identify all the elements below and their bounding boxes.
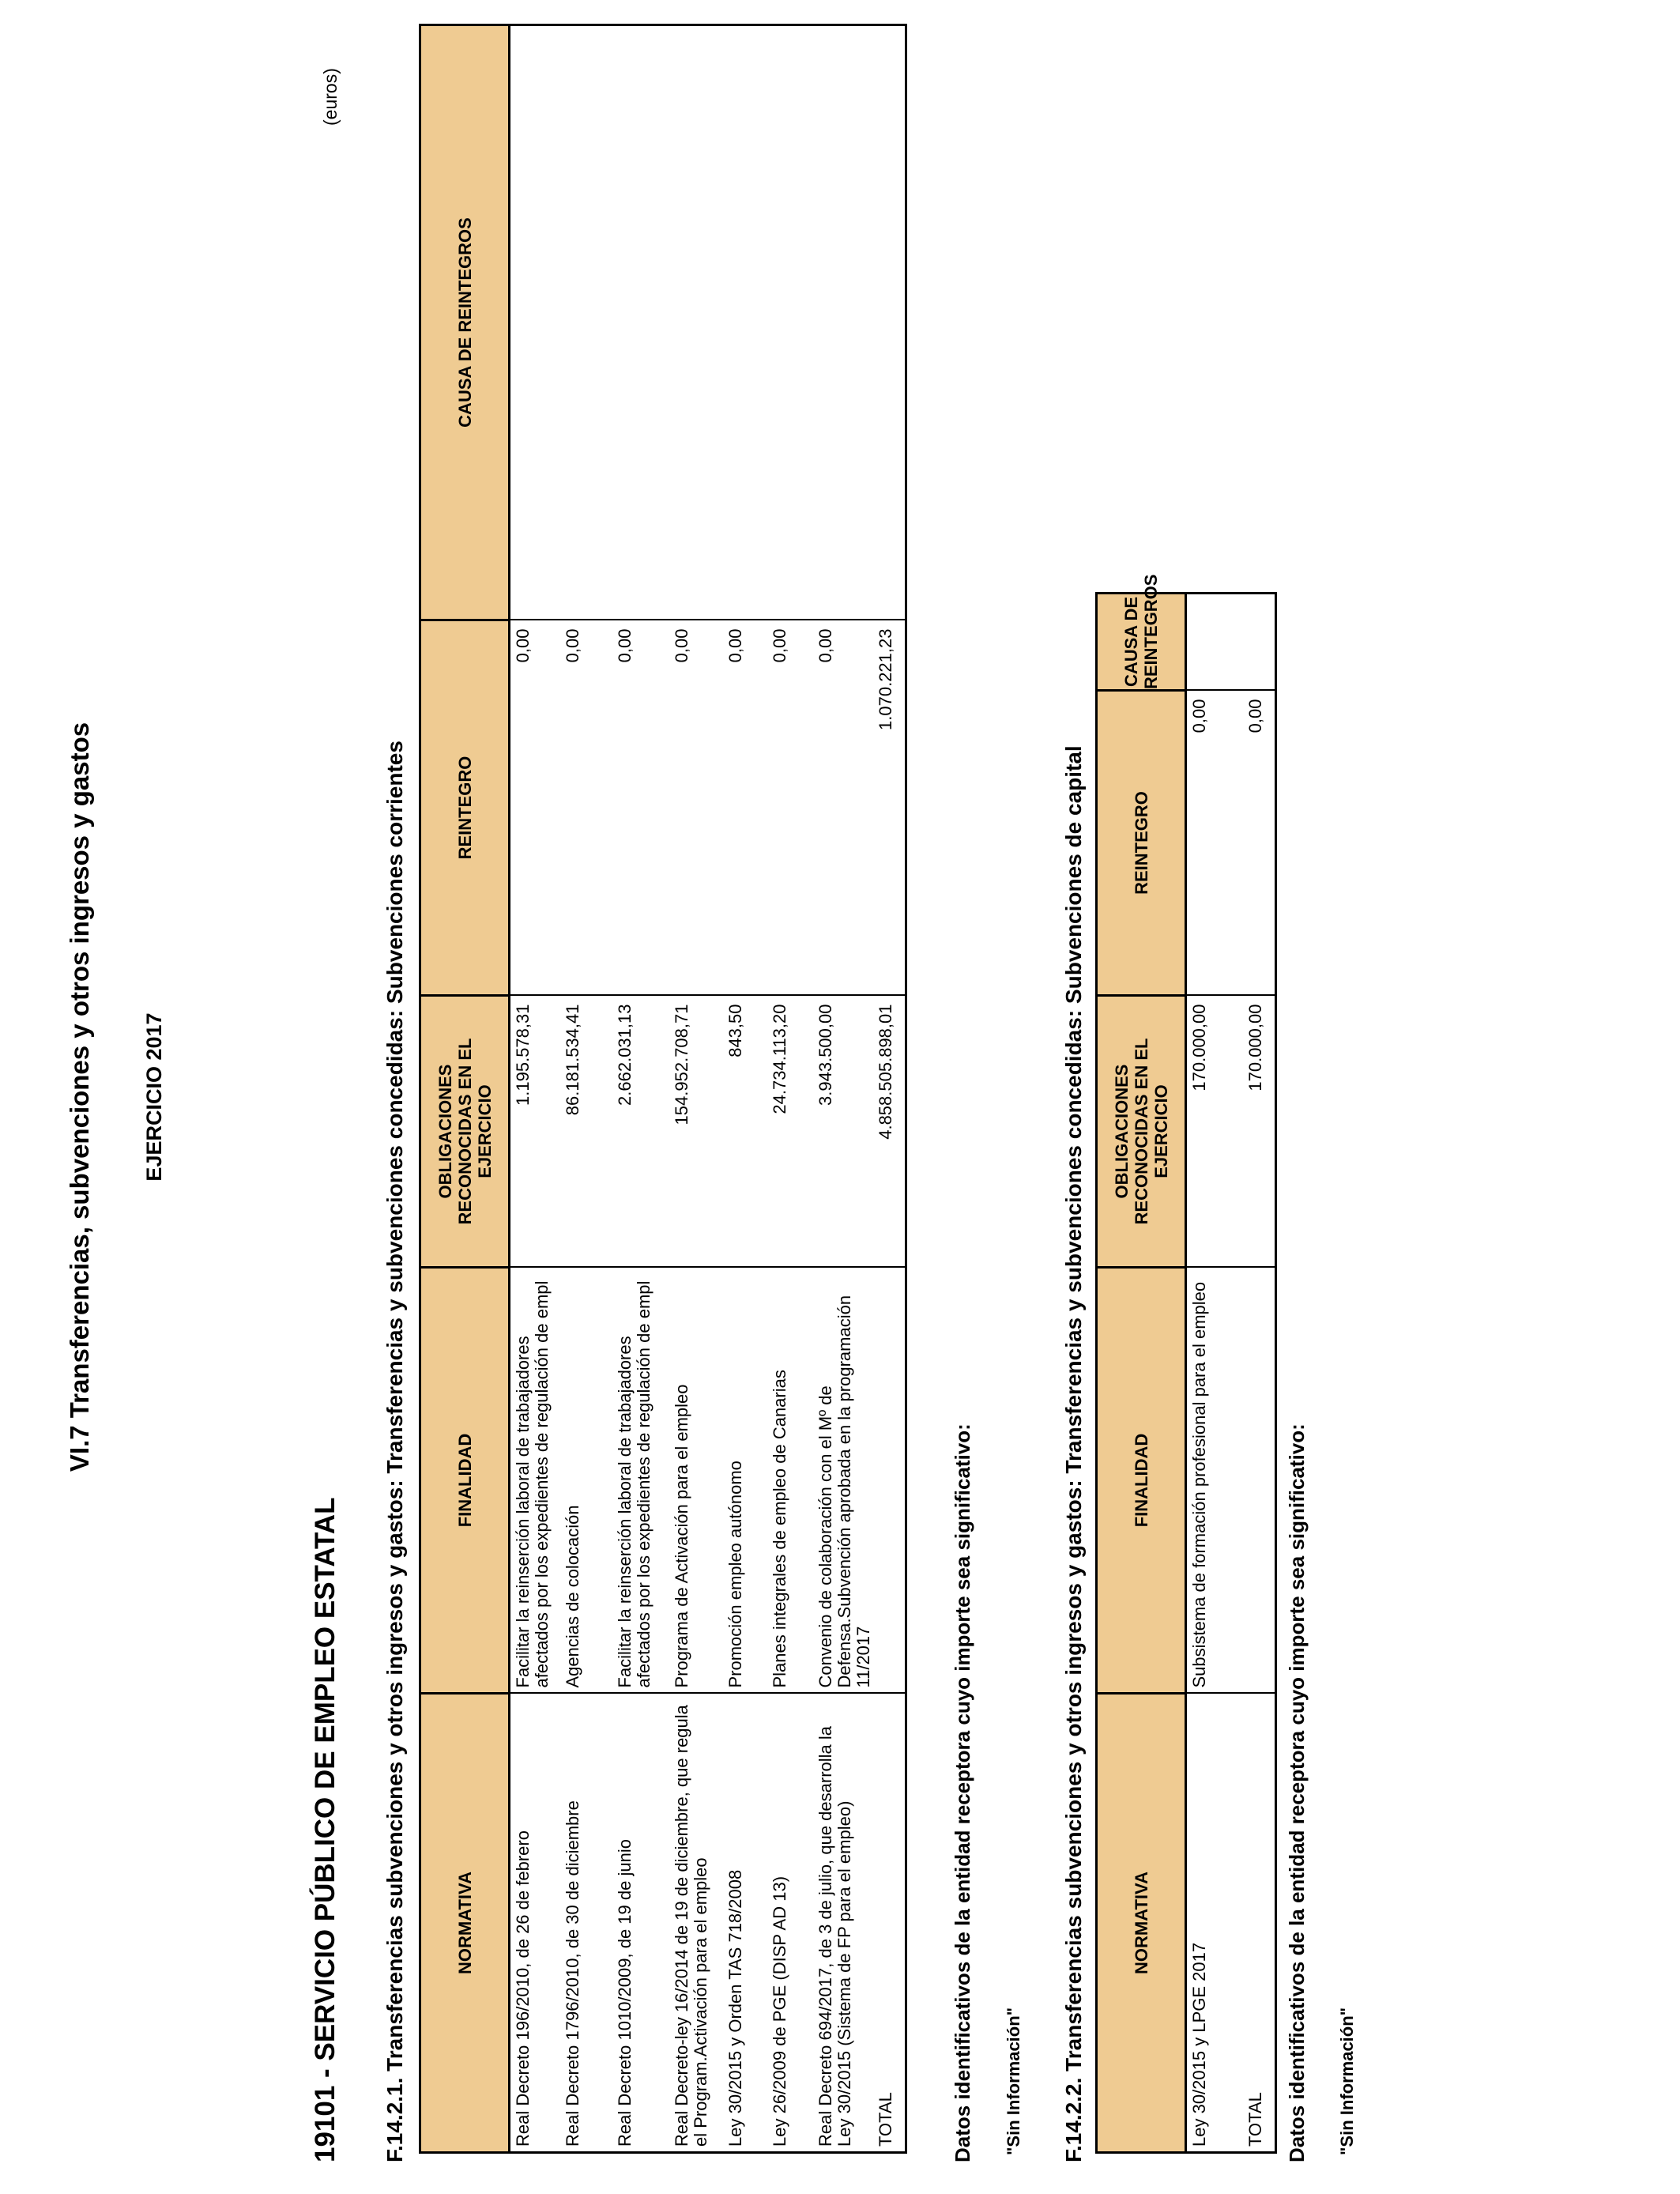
cell-finalidad: Facilitar la reinserción laboral de trabajadores afectados por los expedientes de regulación de empl	[510, 1268, 560, 1694]
table-row	[767, 25, 813, 2153]
cell-obligaciones: 154.952.708,71	[669, 996, 723, 1268]
total-obligaciones: 4.858.505.898,01	[873, 996, 906, 1268]
table-subvenciones-capital	[1095, 574, 1277, 2154]
header-obligaciones: OBLIGACIONES RECONOCIDAS EN EL EJERCICIO	[1097, 996, 1186, 1268]
cell-reintegro: 0,00	[612, 620, 669, 996]
table-row	[560, 25, 612, 2153]
cell-reintegro: 0,00	[669, 620, 723, 996]
cell-obligaciones: 1.195.578,31	[510, 996, 560, 1268]
header-causa: CAUSA DE REINTEGROS	[1097, 594, 1186, 691]
cell-normativa: Ley 30/2015 y LPGE 2017	[1186, 1694, 1243, 2153]
section1-code: F.14.2.1.	[382, 2077, 407, 2162]
cell-causa	[510, 25, 560, 620]
total-obligaciones: 170.000,00	[1243, 996, 1276, 1268]
cell-normativa: Real Decreto 196/2010, de 26 de febrero	[510, 1694, 560, 2153]
cell-causa	[723, 25, 767, 620]
cell-finalidad: Facilitar la reinserción laboral de trabajadores afectados por los expedientes de regulación de empl	[612, 1268, 669, 1694]
cell-finalidad: Planes integrales de empleo de Canarias	[767, 1268, 813, 1694]
cell-obligaciones: 170.000,00	[1186, 996, 1243, 1268]
cell-obligaciones: 2.662.031,13	[612, 996, 669, 1268]
table-row	[669, 25, 723, 2153]
section2-recipient-heading: Datos identificativos de la entidad receptora cuyo importe sea significativo:	[1285, 1423, 1309, 2162]
table-total-row	[873, 25, 906, 2153]
total-label: TOTAL	[1243, 1694, 1276, 2153]
header-normativa: NORMATIVA	[420, 1694, 510, 2153]
section2-code: F.14.2.2.	[1061, 2077, 1086, 2162]
total-causa	[873, 25, 906, 620]
cell-reintegro: 0,00	[1186, 691, 1243, 996]
entity-name: 19101 - SERVICIO PÚBLICO DE EMPLEO ESTATAL	[310, 1497, 341, 2162]
table-row	[1186, 594, 1243, 2153]
section1-recipient-heading: Datos identificativos de la entidad receptora cuyo importe sea significativo:	[951, 1423, 974, 2162]
cell-finalidad: Programa de Activación para el empleo	[669, 1268, 723, 1694]
cell-reintegro: 0,00	[723, 620, 767, 996]
total-finalidad	[1243, 1268, 1276, 1694]
cell-normativa: Ley 26/2009 de PGE (DISP AD 13)	[767, 1694, 813, 2153]
cell-normativa: Real Decreto 1010/2009, de 19 de junio	[612, 1694, 669, 2153]
section1-title	[382, 741, 408, 2162]
table-row	[510, 25, 560, 2153]
table-row	[612, 25, 669, 2153]
cell-obligaciones: 24.734.113,20	[767, 996, 813, 1268]
cell-obligaciones: 3.943.500,00	[813, 996, 873, 1268]
cell-causa	[767, 25, 813, 620]
section2-recipient-value: "Sin Información"	[1337, 2007, 1357, 2155]
header-normativa: NORMATIVA	[1097, 1694, 1186, 2153]
section2-text: Transferencias subvenciones y otros ingresos y gastos: Transferencias y subvenciones concedidas: Subvenciones de capital	[1061, 745, 1086, 2071]
cell-finalidad: Convenio de colaboración con el Mº de Defensa.Subvención aprobada en la programación 11/2017	[813, 1268, 873, 1694]
cell-obligaciones: 843,50	[723, 996, 767, 1268]
total-label: TOTAL	[873, 1694, 906, 2153]
table-row	[723, 25, 767, 2153]
cell-finalidad: Promoción empleo autónomo	[723, 1268, 767, 1694]
table-subvenciones-corrientes	[419, 24, 907, 2154]
total-causa	[1243, 594, 1276, 691]
cell-causa	[813, 25, 873, 620]
header-reintegro: REINTEGRO	[420, 620, 510, 996]
cell-normativa: Real Decreto 694/2017, de 3 de julio, que desarrolla la Ley 30/2015 (Sistema de FP para el empleo)	[813, 1694, 873, 2153]
section1-recipient-value: "Sin Información"	[1004, 2007, 1023, 2155]
cell-reintegro: 0,00	[560, 620, 612, 996]
cell-causa	[612, 25, 669, 620]
total-finalidad	[873, 1268, 906, 1694]
cell-normativa: Real Decreto 1796/2010, de 30 de diciembre	[560, 1694, 612, 2153]
cell-obligaciones: 86.181.534,41	[560, 996, 612, 1268]
section2-title	[1061, 745, 1087, 2162]
cell-causa	[1186, 594, 1243, 691]
cell-finalidad: Agencias de colocación	[560, 1268, 612, 1694]
cell-causa	[560, 25, 612, 620]
cell-finalidad: Subsistema de formación profesional para el empleo	[1186, 1268, 1243, 1694]
currency-note: (euros)	[320, 68, 341, 126]
cell-normativa: Real Decreto-ley 16/2014 de 19 de diciembre, que regula el Program.Activación para el empleo	[669, 1694, 723, 2153]
exercise-label: EJERCICIO 2017	[142, 1012, 166, 1182]
header-obligaciones: OBLIGACIONES RECONOCIDAS EN EL EJERCICIO	[420, 996, 510, 1268]
table-total-row	[1243, 594, 1276, 2153]
header-finalidad: FINALIDAD	[1097, 1268, 1186, 1694]
cell-normativa: Ley 30/2015 y Orden TAS 718/2008	[723, 1694, 767, 2153]
total-reintegro: 1.070.221,23	[873, 620, 906, 996]
cell-reintegro: 0,00	[510, 620, 560, 996]
header-finalidad: FINALIDAD	[420, 1268, 510, 1694]
table-row	[813, 25, 873, 2153]
section1-text: Transferencias subvenciones y otros ingresos y gastos: Transferencias y subvenciones concedidas: Subvenciones corrientes	[382, 741, 407, 2071]
header-causa: CAUSA DE REINTEGROS	[420, 25, 510, 620]
cell-reintegro: 0,00	[767, 620, 813, 996]
page-title: VI.7 Transferencias, subvenciones y otros ingresos y gastos	[65, 722, 94, 1472]
total-reintegro: 0,00	[1243, 691, 1276, 996]
header-reintegro: REINTEGRO	[1097, 691, 1186, 996]
cell-reintegro: 0,00	[813, 620, 873, 996]
cell-causa	[669, 25, 723, 620]
